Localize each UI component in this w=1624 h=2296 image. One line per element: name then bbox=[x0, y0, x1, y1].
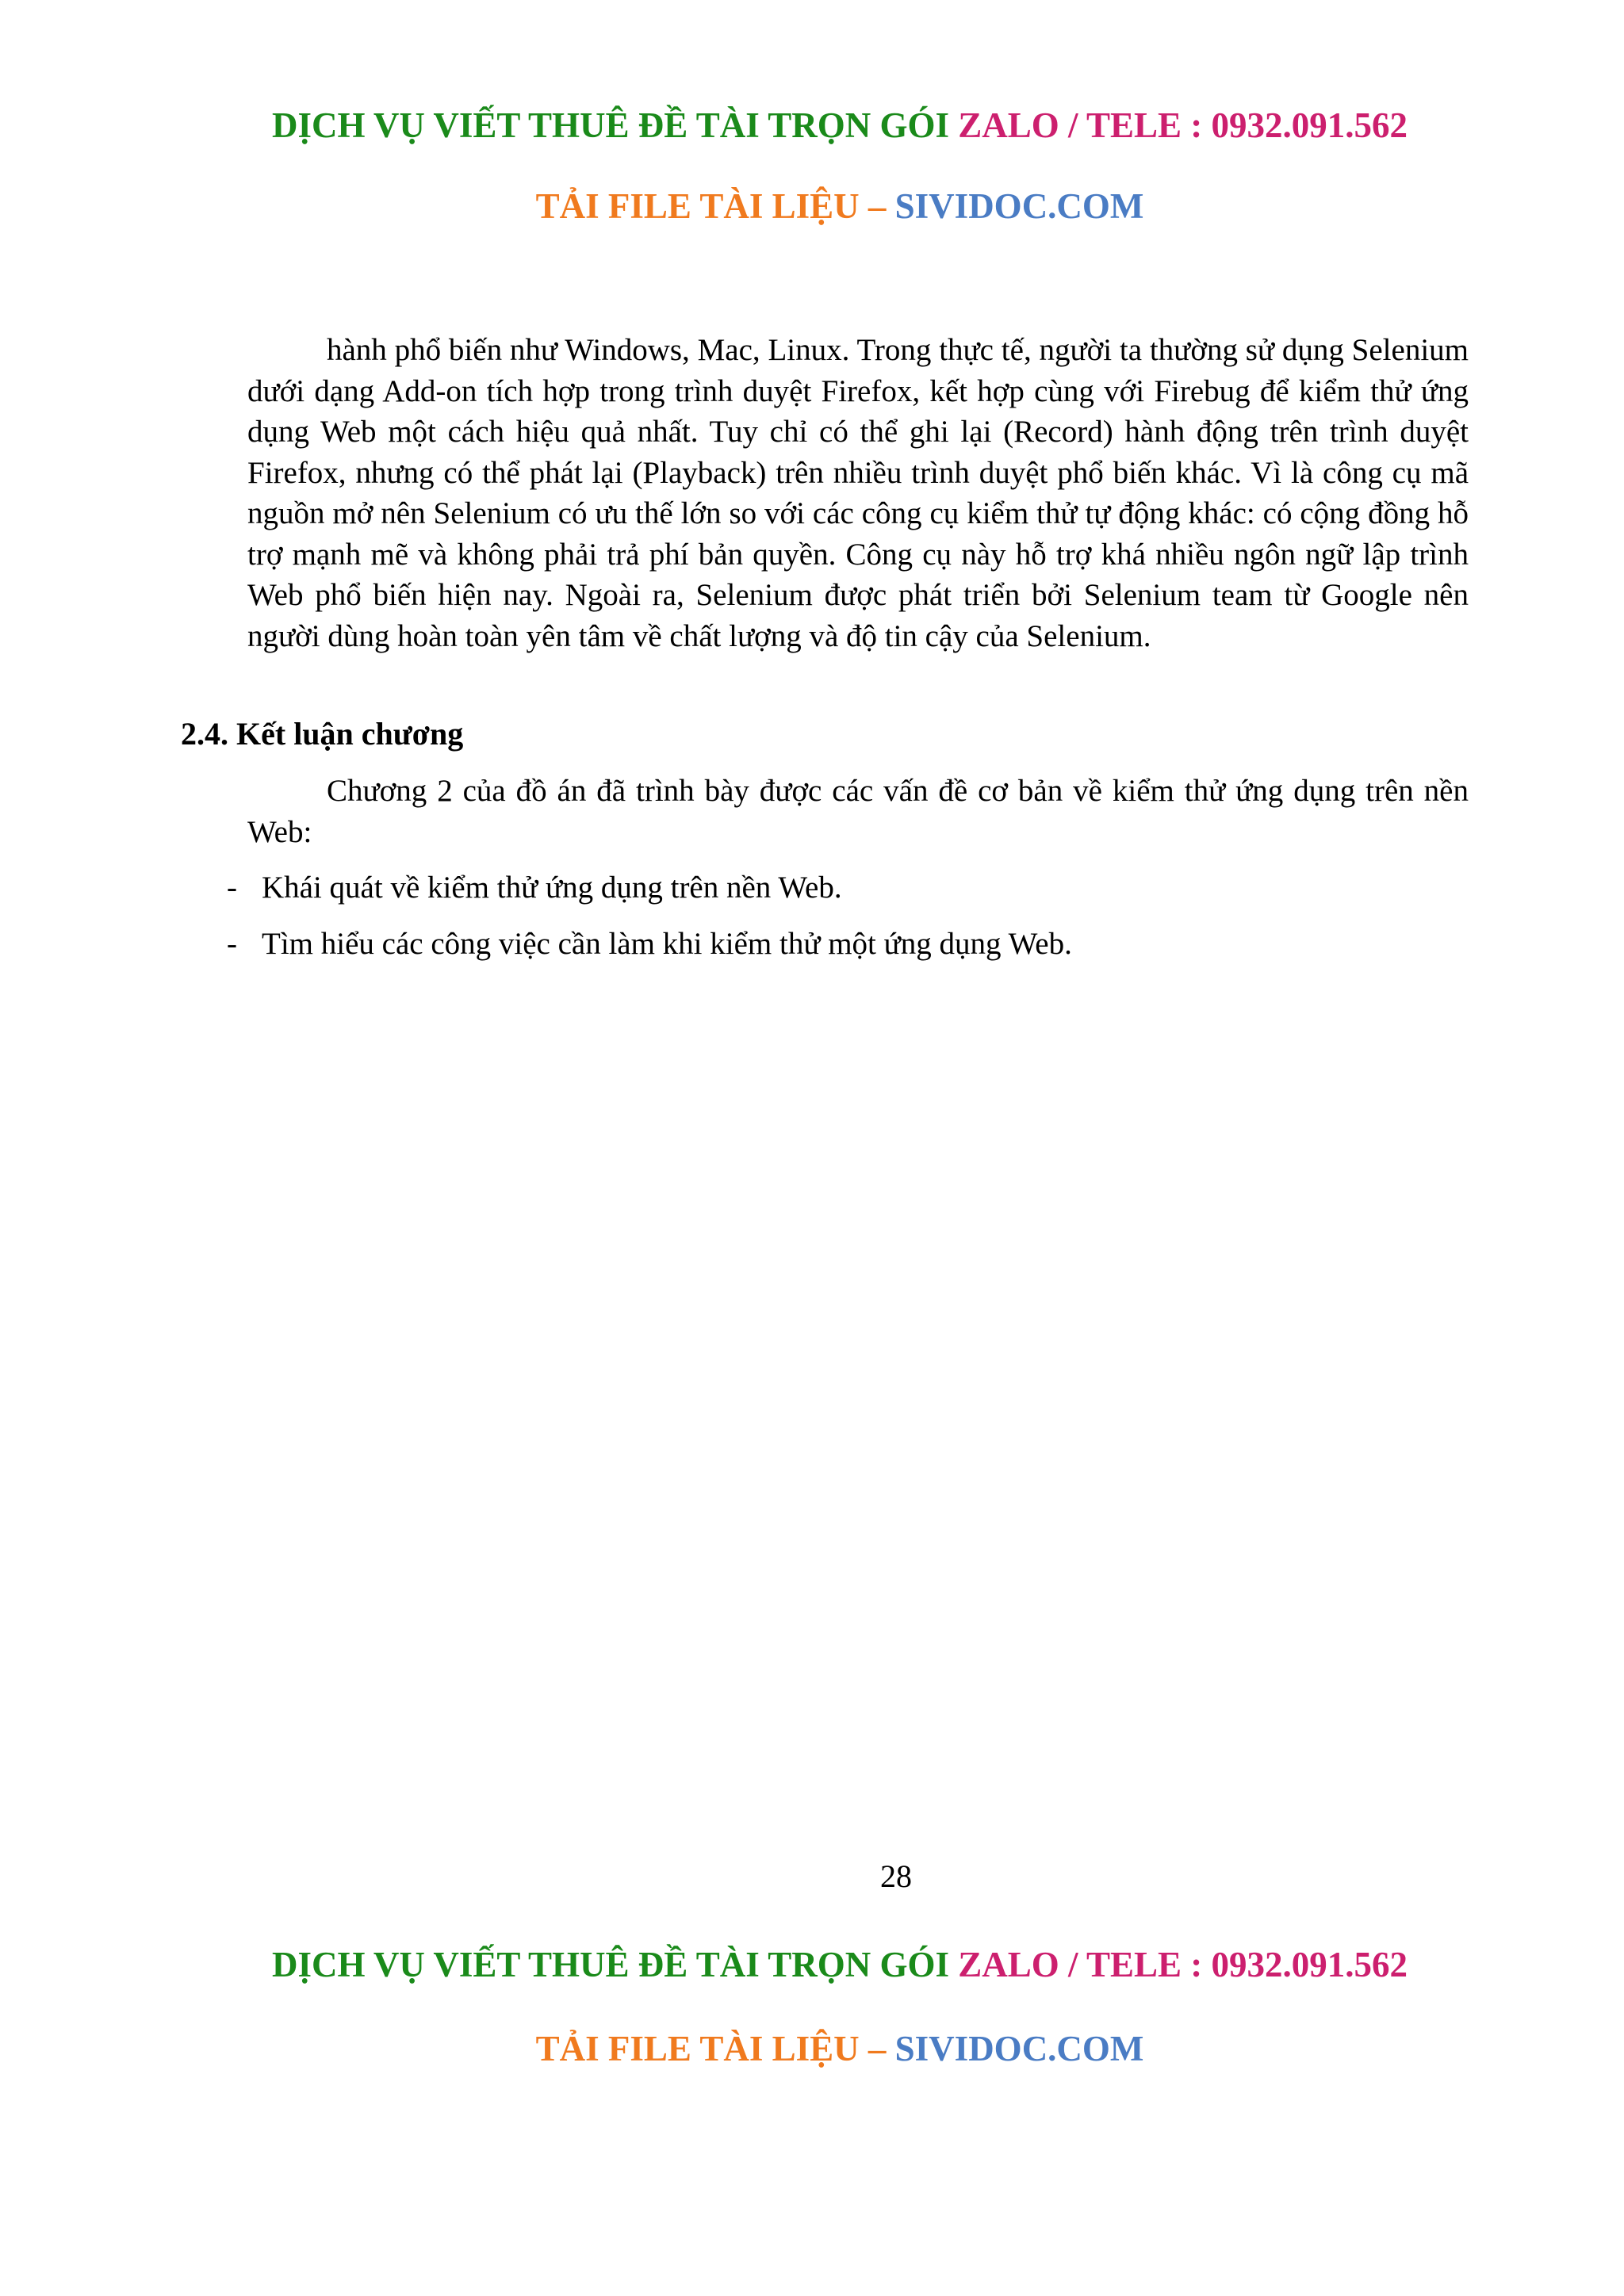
header-site-link[interactable]: SIVIDOC.COM bbox=[894, 186, 1144, 226]
footer-banner-download bbox=[0, 2026, 1624, 2071]
list-dash: - bbox=[227, 926, 237, 961]
list-dash: - bbox=[227, 871, 237, 905]
footer-service-text: DỊCH VỤ VIẾT THUÊ ĐỀ TÀI TRỌN GÓI bbox=[271, 1945, 949, 1984]
body-paragraph-selenium: hành phổ biến như Windows, Mac, Linux. Trong thực tế, người ta thường sử dụng Selenium dưới dạng Add-on tích hợp trong trình duyệt Firefox, kết hợp cùng với Firebug để kiểm thử ứng dụng Web một cách hiệu quả nhất. Tuy chỉ có thể ghi lại (Record) hành động trên trình duyệt Firefox, nhưng có thể phát lại (Playback) trên nhiều trình duyệt phổ biến khác. Vì là công cụ mã nguồn mở nên Selenium có ưu thế lớn so với các công cụ kiểm thử tự động khác: có cộng đồng hỗ trợ mạnh mẽ và không phải trả phí bản quyền. Công cụ này hỗ trợ khá nhiều ngôn ngữ lập trình Web phổ biến hiện nay. Ngoài ra, Selenium được phát triển bởi Selenium team từ Google nên người dùng hoàn toàn yên tâm về chất lượng và độ tin cậy của Selenium. bbox=[247, 333, 1469, 653]
list-item bbox=[227, 924, 1464, 965]
footer-banner-service bbox=[0, 1942, 1624, 1987]
summary-paragraph: Chương 2 của đồ án đã trình bày được các vấn đề cơ bản về kiểm thử ứng dụng trên nền Web: bbox=[247, 774, 1469, 849]
header-download-text: TẢI FILE TÀI LIỆU – bbox=[535, 186, 887, 226]
footer-download-text: TẢI FILE TÀI LIỆU – bbox=[535, 2029, 887, 2068]
header-banner-download bbox=[0, 184, 1624, 228]
header-service-text: DỊCH VỤ VIẾT THUÊ ĐỀ TÀI TRỌN GÓI bbox=[271, 105, 949, 145]
body-content bbox=[247, 330, 1469, 656]
footer-contact-text: ZALO / TELE : 0932.091.562 bbox=[958, 1945, 1408, 1984]
header-contact-text: ZALO / TELE : 0932.091.562 bbox=[958, 105, 1408, 145]
section-heading: 2.4. Kết luận chương bbox=[181, 716, 464, 752]
chapter-summary bbox=[247, 771, 1469, 852]
footer-site-link[interactable]: SIVIDOC.COM bbox=[894, 2029, 1144, 2068]
list-item bbox=[227, 867, 1464, 909]
header-banner-service bbox=[0, 103, 1624, 147]
summary-list bbox=[227, 867, 1464, 979]
list-item-text: Khái quát về kiểm thử ứng dụng trên nền Web. bbox=[262, 871, 842, 905]
list-item-text: Tìm hiểu các công việc cần làm khi kiểm thử một ứng dụng Web. bbox=[262, 926, 1072, 961]
page-number: 28 bbox=[880, 1858, 912, 1894]
